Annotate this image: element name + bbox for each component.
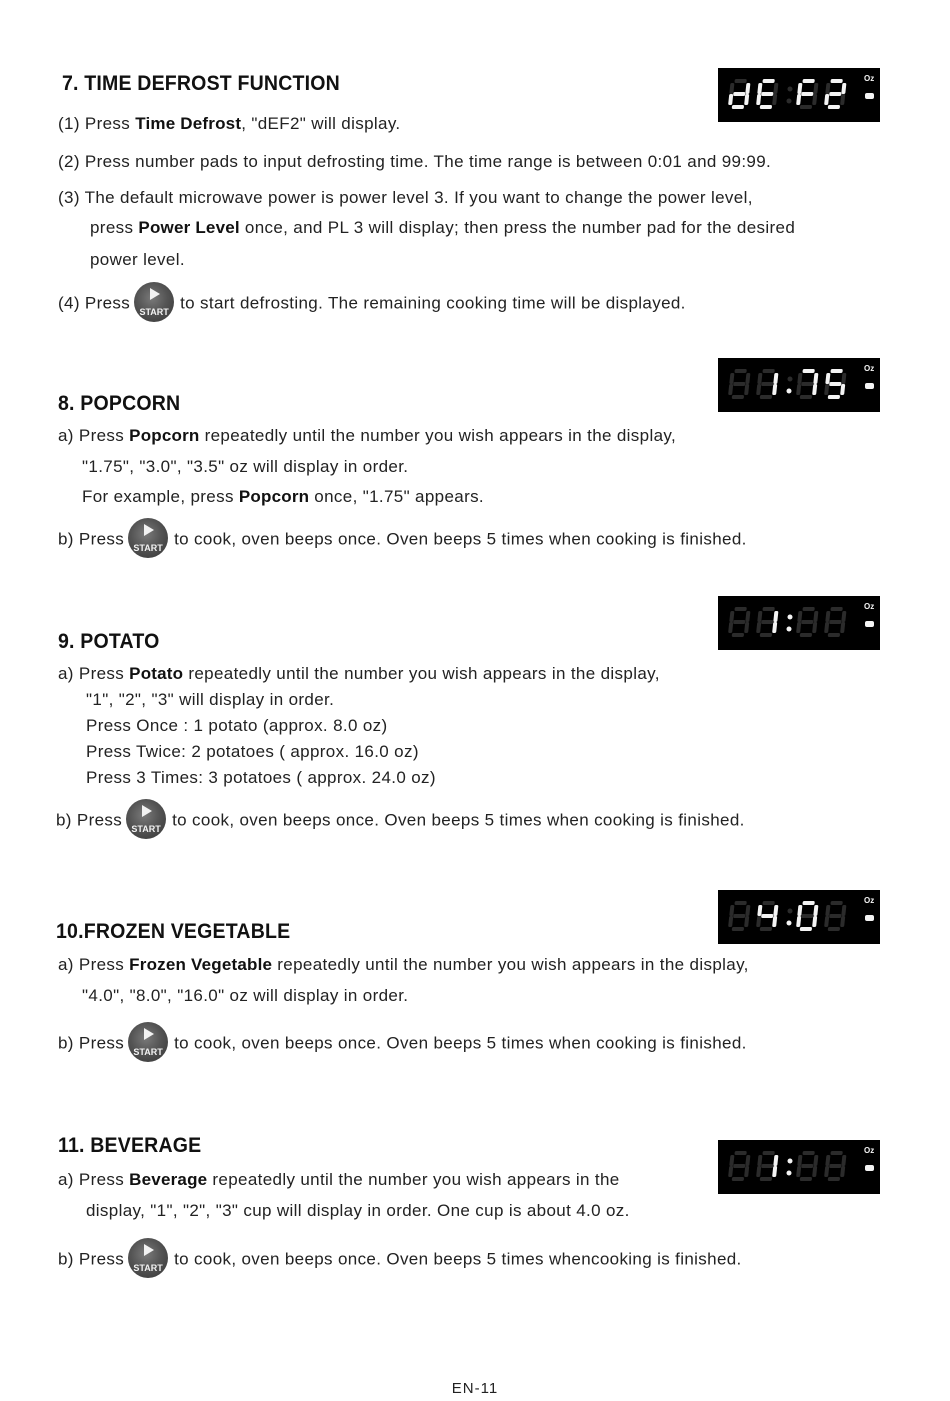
led-unit-label: Oz [864,1146,875,1155]
led-colon-top [788,1159,793,1164]
led-segment-f [797,83,802,94]
led-segment-g [761,620,773,624]
led-segment-b [841,905,846,916]
led-segment-c [744,1166,749,1177]
led-segment-b [745,611,750,622]
step-text: Press Twice: 2 potatoes ( approx. 16.0 oz) [86,742,419,761]
start-button-icon: START [134,282,174,322]
led-colon-top [788,377,793,382]
led-segment-g [733,382,745,386]
led-segment-b [745,83,750,94]
led-segment-d [732,1177,744,1181]
led-segment-g [801,1164,813,1168]
led-segment-f [797,611,802,622]
led-segment-d [760,633,772,637]
led-segment-d [760,395,772,399]
led-segment-d [828,395,840,399]
led-segment-g [761,92,773,96]
led-segment-e [728,1166,733,1177]
led-segment-f [797,1155,802,1166]
led-segment-a [762,607,774,611]
led-segment-d [732,633,744,637]
led-digits [718,596,880,650]
led-segment-g [761,382,773,386]
section-title-popcorn: 8. POPCORN [58,392,181,415]
led-segment-c [744,916,749,927]
led-segment-d [732,395,744,399]
led-segment-c [772,916,777,927]
led-display-potato [718,596,880,650]
led-segment-c [840,916,845,927]
led-segment-c [812,384,817,395]
led-segment-c [812,622,817,633]
led-segment-a [734,607,746,611]
led-segment-e [728,94,733,105]
led-segment-b [813,373,818,384]
led-segment-b [813,611,818,622]
key-name: Popcorn [129,426,200,445]
led-digit [728,607,751,637]
play-icon [144,524,154,536]
led-segment-f [757,1155,762,1166]
led-segment-d [828,633,840,637]
step-text: "1", "2", "3" will display in order. [86,690,335,709]
led-segment-g [801,92,813,96]
led-segment-d [828,927,840,931]
led-segment-a [762,1151,774,1155]
led-segment-b [745,1155,750,1166]
led-segment-e [824,622,829,633]
led-segment-g [829,92,841,96]
led-segment-a [762,79,774,83]
led-segment-d [828,1177,840,1181]
led-display-popcorn [718,358,880,412]
led-oz-indicator [865,1165,874,1171]
led-segment-d [800,927,812,931]
key-name: Potato [129,664,184,683]
led-segment-a [830,607,842,611]
led-segment-f [825,611,830,622]
led-digit [728,369,751,399]
led-segment-g [733,1164,745,1168]
led-segment-b [745,905,750,916]
led-colon-bottom [787,627,792,632]
led-segment-a [830,901,842,905]
led-colon-bottom [787,389,792,394]
step-text: power level. [90,250,185,269]
led-segment-c [772,622,777,633]
led-segment-c [744,94,749,105]
led-digits [718,358,880,412]
led-segment-b [841,373,846,384]
led-segment-e [796,94,801,105]
led-segment-c [772,384,777,395]
play-icon [144,1028,154,1040]
led-segment-c [744,622,749,633]
led-segment-f [729,905,734,916]
led-segment-e [756,384,761,395]
led-segment-e [824,1166,829,1177]
led-digit [756,1151,779,1181]
led-digit [796,369,819,399]
led-oz-indicator [865,915,874,921]
led-segment-d [828,105,840,109]
step-text: (2) Press number pads to input defrosting time. The time range is between 0:01 and 99:99. [58,152,772,171]
led-segment-f [757,373,762,384]
led-digit [796,79,819,109]
led-segment-a [762,901,774,905]
led-unit-label: Oz [864,74,875,83]
led-segment-e [796,1166,801,1177]
led-segment-b [773,373,778,384]
step-text: a) Press Beverage repeatedly until the number you wish appears in the [58,1170,620,1189]
step-text: Press 3 Times: 3 potatoes ( approx. 24.0 oz) [86,768,436,787]
led-segment-a [734,901,746,905]
led-segment-d [760,927,772,931]
led-segment-c [772,1166,777,1177]
step-text: For example, press Popcorn once, "1.75" appears. [82,487,485,506]
led-segment-b [841,83,846,94]
step-text: b) Press START to cook, oven beeps once. Oven beeps 5 times when cooking is finished. [58,1024,747,1064]
start-button-icon: START [128,518,168,558]
led-segment-b [745,373,750,384]
page-number: EN-11 [451,1380,499,1397]
led-segment-g [733,620,745,624]
key-name: Power Level [138,218,240,237]
section-title-potato: 9. POTATO [58,630,160,653]
led-segment-g [733,914,745,918]
led-segment-f [729,83,734,94]
led-segment-b [813,1155,818,1166]
led-segment-d [800,1177,812,1181]
led-segment-f [825,83,830,94]
led-display-beverage [718,1140,880,1194]
step-text: press Power Level once, and PL 3 will display; then press the number pad for the desired [90,218,796,237]
led-segment-a [734,1151,746,1155]
start-button-icon: START [126,799,166,839]
led-digit [824,369,847,399]
led-digit [728,901,751,931]
key-name: Time Defrost [135,114,242,133]
led-segment-g [829,1164,841,1168]
led-digit [796,1151,819,1181]
led-segment-g [761,914,773,918]
led-segment-g [829,382,841,386]
led-segment-a [802,607,814,611]
led-digit [824,79,847,109]
led-display-time-defrost [718,68,880,122]
led-segment-a [734,79,746,83]
step-text: Press Once : 1 potato (approx. 8.0 oz) [86,716,388,735]
led-segment-c [744,384,749,395]
led-display-frozen-vegetable [718,890,880,944]
step-text: (3) The default microwave power is power level 3. If you want to change the power level, [58,188,753,207]
led-segment-g [801,382,813,386]
step-text: display, "1", "2", "3" cup will display in order. One cup is about 4.0 oz. [86,1201,630,1220]
led-digit [756,607,779,637]
led-segment-a [830,79,842,83]
led-digit [796,607,819,637]
led-segment-g [733,92,745,96]
led-segment-c [772,94,777,105]
led-segment-f [825,373,830,384]
led-segment-d [732,105,744,109]
led-segment-e [796,384,801,395]
led-unit-label: Oz [864,896,875,905]
step-text: a) Press Frozen Vegetable repeatedly until the number you wish appears in the display, [58,955,749,974]
led-segment-c [812,94,817,105]
led-segment-e [824,384,829,395]
led-segment-b [773,905,778,916]
led-segment-a [802,901,814,905]
key-name: Popcorn [238,487,310,506]
led-segment-e [796,916,801,927]
led-colon-top [788,909,793,914]
led-segment-c [840,622,845,633]
led-segment-a [802,369,814,373]
key-name: Frozen Vegetable [129,955,273,974]
led-digit [756,369,779,399]
led-digit [824,1151,847,1181]
led-digit [756,901,779,931]
led-colon-bottom [787,99,792,104]
led-segment-a [830,1151,842,1155]
led-segment-f [729,373,734,384]
led-segment-c [812,1166,817,1177]
led-segment-e [796,622,801,633]
start-button-icon: START [128,1022,168,1062]
led-segment-d [760,105,772,109]
led-segment-a [830,369,842,373]
led-segment-c [840,1166,845,1177]
led-segment-a [802,79,814,83]
led-segment-g [801,620,813,624]
step-text: b) Press START to cook, oven beeps once. Oven beeps 5 times when cooking is finished. [56,801,745,841]
led-unit-label: Oz [864,364,875,373]
led-segment-f [729,611,734,622]
led-segment-a [802,1151,814,1155]
led-segment-g [801,914,813,918]
led-digit [728,1151,751,1181]
step-text: (4) Press START to start defrosting. The remaining cooking time will be displayed. [58,284,686,324]
led-digit [728,79,751,109]
play-icon [150,288,160,300]
led-segment-f [825,1155,830,1166]
led-segment-d [800,395,812,399]
led-segment-f [729,1155,734,1166]
led-segment-b [773,83,778,94]
led-oz-indicator [865,93,874,99]
led-segment-e [756,622,761,633]
led-segment-d [732,927,744,931]
led-digit [824,607,847,637]
led-colon-top [788,615,793,620]
step-text: "1.75", "3.0", "3.5" oz will display in order. [82,457,409,476]
led-segment-e [824,94,829,105]
led-segment-e [824,916,829,927]
step-text: b) Press START to cook, oven beeps once. Oven beeps 5 times when cooking is finished. [58,520,747,560]
section-title-time-defrost: 7. TIME DEFROST FUNCTION [62,72,340,95]
step-text: a) Press Popcorn repeatedly until the number you wish appears in the display, [58,426,677,445]
led-segment-d [800,633,812,637]
led-colon-top [788,87,793,92]
led-segment-f [757,83,762,94]
led-colon-bottom [787,1171,792,1176]
led-digits [718,68,880,122]
led-segment-b [773,611,778,622]
led-unit-label: Oz [864,602,875,611]
key-name: Beverage [129,1170,208,1189]
led-segment-f [757,611,762,622]
led-digits [718,1140,880,1194]
start-button-icon: START [128,1238,168,1278]
step-text: "4.0", "8.0", "16.0" oz will display in order. [82,986,409,1005]
led-oz-indicator [865,383,874,389]
play-icon [144,1244,154,1256]
led-segment-f [757,905,762,916]
led-segment-g [761,1164,773,1168]
led-segment-e [756,94,761,105]
led-segment-c [812,916,817,927]
led-segment-e [756,916,761,927]
led-segment-b [813,83,818,94]
led-segment-e [728,384,733,395]
led-digit [756,79,779,109]
led-segment-e [728,916,733,927]
led-segment-b [841,1155,846,1166]
led-digit [796,901,819,931]
led-segment-e [756,1166,761,1177]
led-digits [718,890,880,944]
led-segment-b [841,611,846,622]
play-icon [142,805,152,817]
led-segment-f [825,905,830,916]
step-text: (1) Press Time Defrost, "dEF2" will display. [58,114,401,133]
step-text: a) Press Potato repeatedly until the number you wish appears in the display, [58,664,660,683]
led-segment-g [829,914,841,918]
led-segment-f [797,373,802,384]
led-oz-indicator [865,621,874,627]
led-digit [824,901,847,931]
led-segment-b [773,1155,778,1166]
led-segment-d [800,105,812,109]
led-segment-c [840,384,845,395]
led-segment-e [728,622,733,633]
step-text: b) Press START to cook, oven beeps once. Oven beeps 5 times whencooking is finished. [58,1240,742,1280]
led-segment-a [762,369,774,373]
led-segment-f [797,905,802,916]
led-segment-d [760,1177,772,1181]
led-segment-c [840,94,845,105]
led-segment-a [734,369,746,373]
led-segment-g [829,620,841,624]
led-colon-bottom [787,921,792,926]
led-segment-b [813,905,818,916]
section-title-frozen-vegetable: 10.FROZEN VEGETABLE [56,920,291,943]
section-title-beverage: 11. BEVERAGE [58,1134,202,1157]
